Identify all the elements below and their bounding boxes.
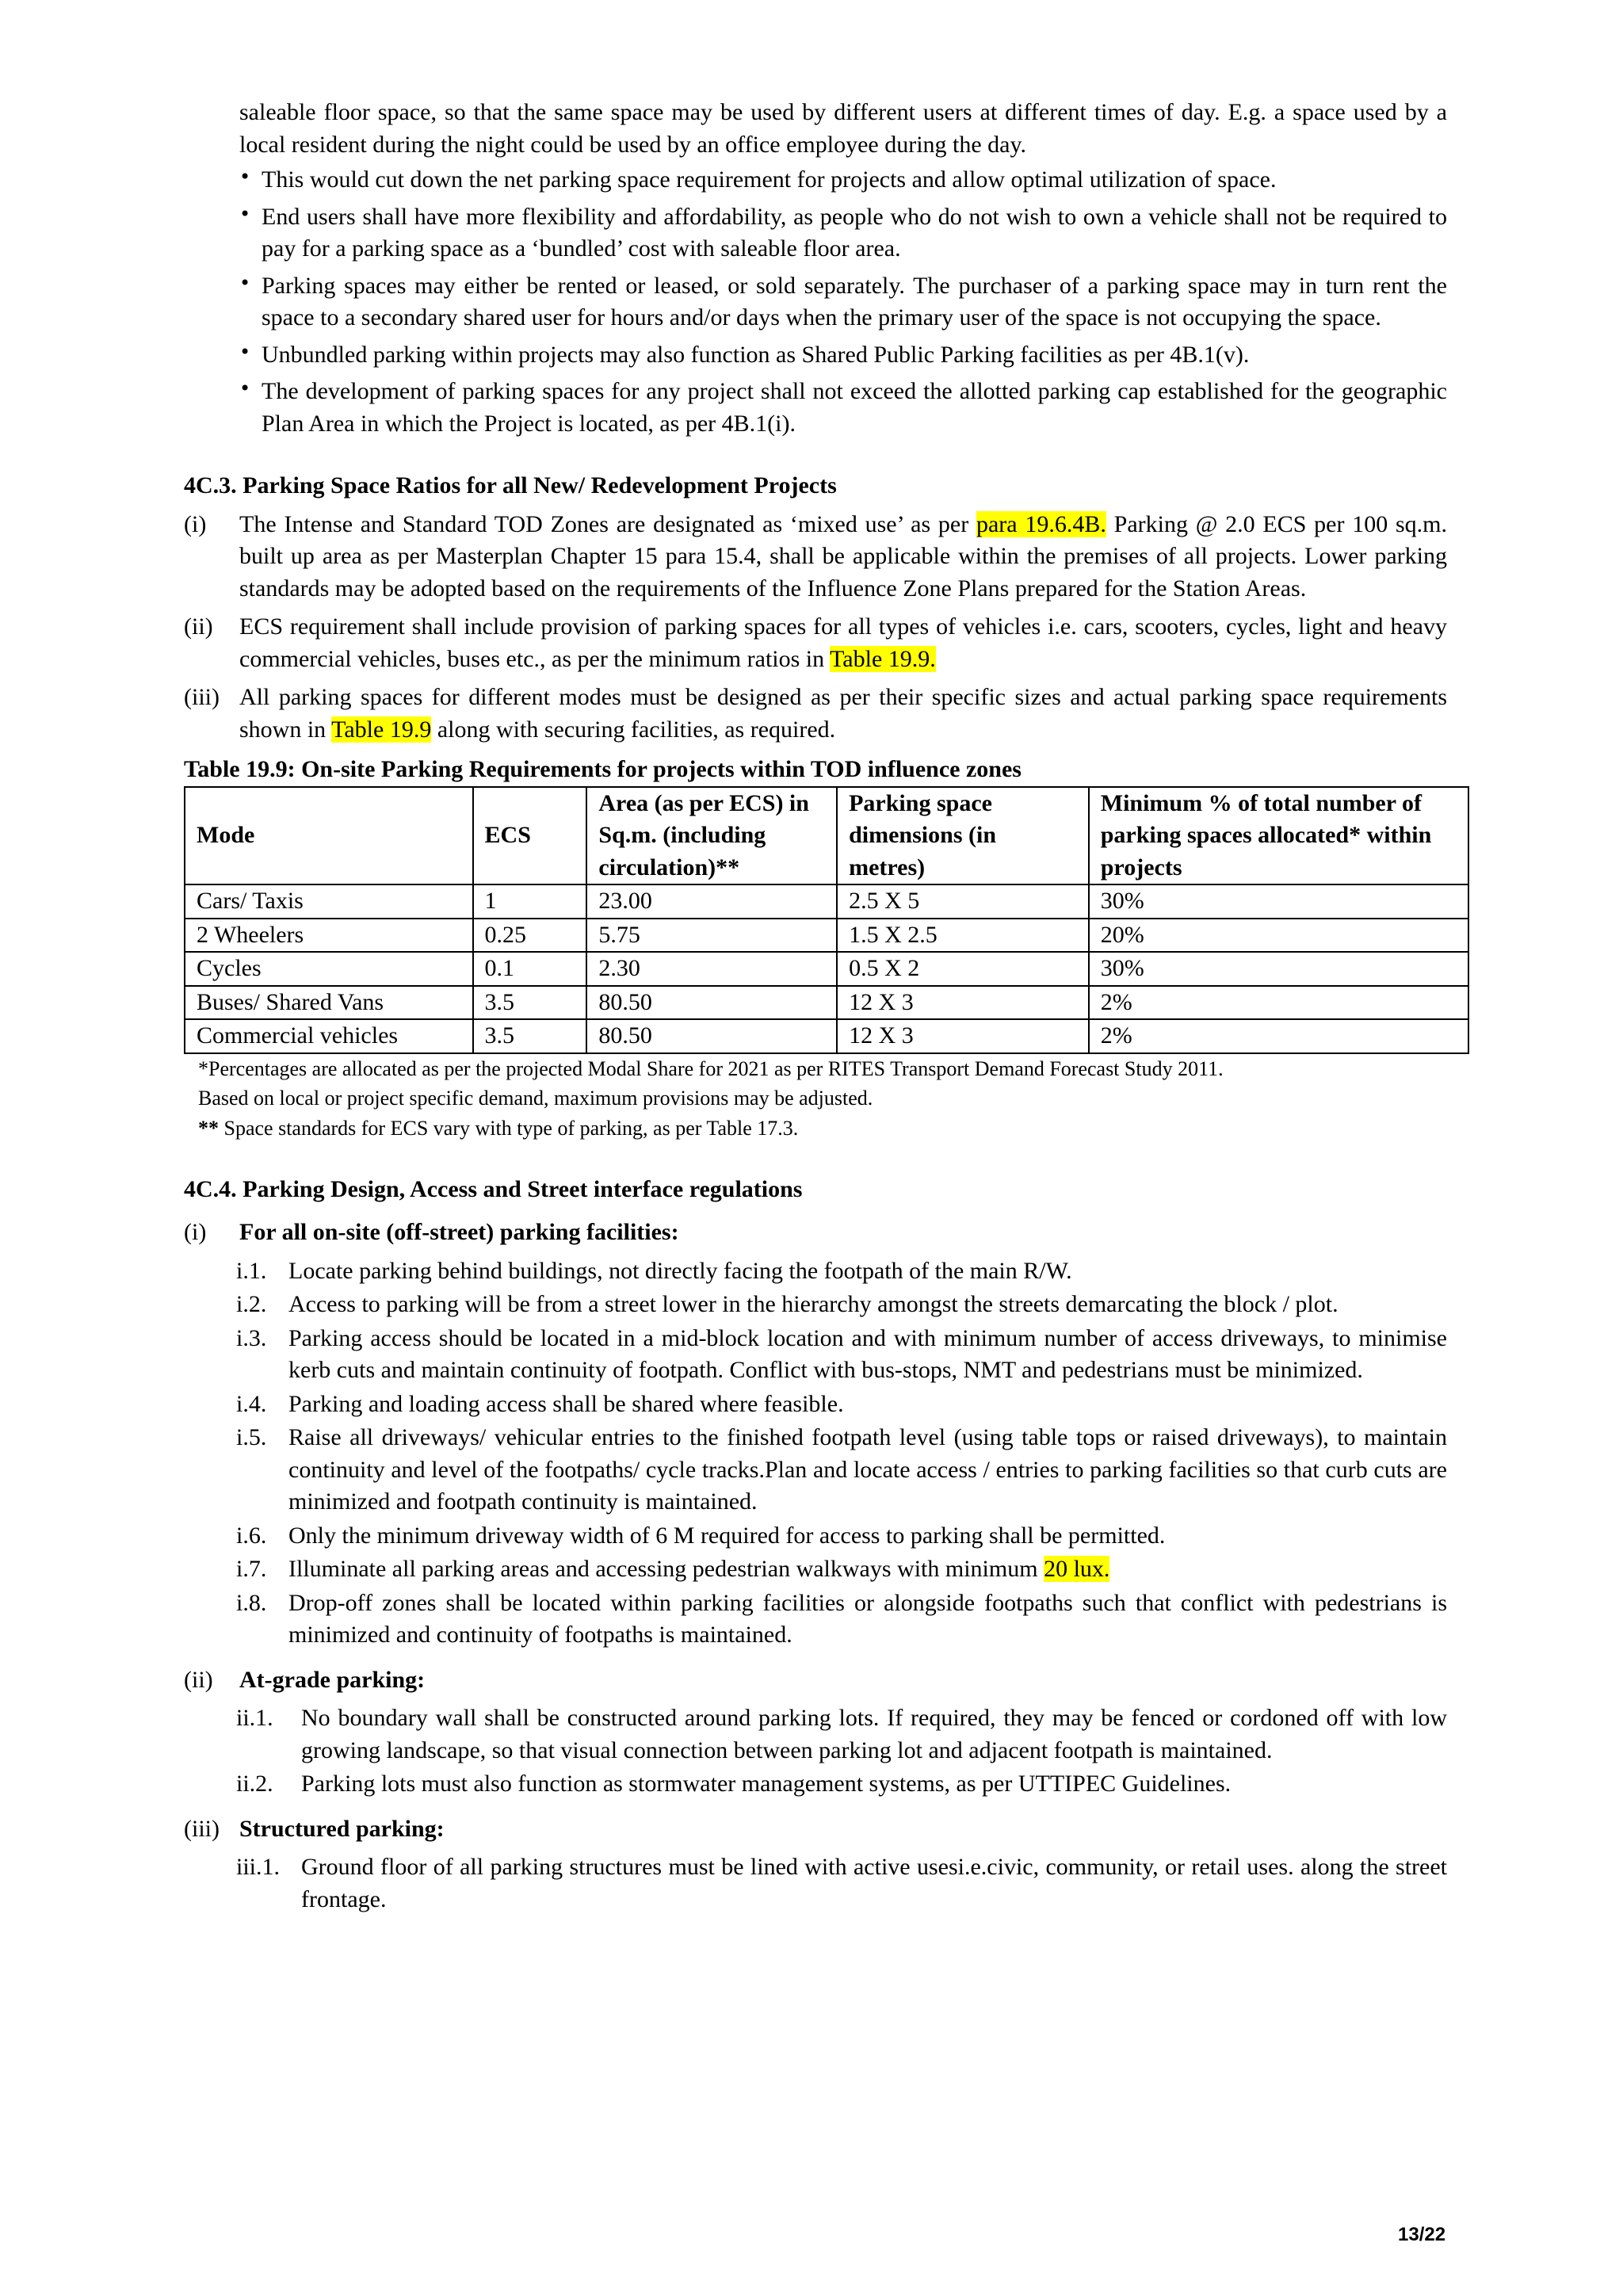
list-item: • This would cut down the net parking space requirement for projects and allow optimal utilization of space. bbox=[239, 166, 1277, 193]
list-item: ii.2. Parking lots must also function as stormwater management systems, as per UTTIPEC Guidelines. bbox=[236, 1771, 1232, 1797]
table-cell: 30% bbox=[1089, 952, 1468, 986]
table-cell: 0.1 bbox=[473, 952, 587, 986]
table-cell: 30% bbox=[1089, 884, 1468, 919]
table-row bbox=[185, 884, 1468, 919]
list-item: • Parking spaces may either be rented or leased, or sold separately. The purchaser of a parking space may in turn rent the space to a secondary shared user for hours and/or days when the primary user of the space is not occupying the space. bbox=[239, 271, 1447, 330]
table-row bbox=[185, 1019, 1468, 1053]
table-cell: 23.00 bbox=[586, 884, 837, 919]
intro-paragraph: saleable floor space, so that the same space may be used by different users at different times of day. E.g. a space used by a local resident during the night could be used by an office employee during the day. bbox=[239, 99, 1447, 158]
table-row bbox=[185, 952, 1468, 986]
table-caption: Table 19.9: On-site Parking Requirements for projects within TOD influence zones bbox=[184, 756, 1022, 782]
subsection-title: For all on-site (off-street) parking facilities: bbox=[239, 1219, 679, 1246]
bullet-icon: • bbox=[239, 377, 251, 399]
list-item: i.7. Illuminate all parking areas and accessing pedestrian walkways with minimum 20 lux. bbox=[236, 1556, 1110, 1583]
table-cell: 3.5 bbox=[473, 986, 587, 1020]
table-cell: 5.75 bbox=[586, 919, 837, 953]
highlighted-reference: Table 19.9 bbox=[331, 716, 432, 743]
bullet-icon: • bbox=[239, 166, 251, 188]
table-cell: 1 bbox=[473, 884, 587, 919]
table-cell: 80.50 bbox=[586, 1019, 837, 1053]
list-item: i.3. Parking access should be located in a mid-block location and with minimum number of access driveways, to minimise kerb cuts and maintain continuity of footpath. Conflict with bus-stops, NMT and pedestrians must be minimized. bbox=[236, 1324, 1447, 1384]
table-header-row bbox=[185, 787, 1468, 885]
table-cell: 2.30 bbox=[586, 952, 837, 986]
table-notes bbox=[184, 1054, 1447, 1144]
table-cell: 12 X 3 bbox=[837, 986, 1089, 1020]
subsection-title: At-grade parking: bbox=[239, 1666, 426, 1693]
table-cell: 2% bbox=[1089, 1019, 1468, 1053]
list-item: • Unbundled parking within projects may also function as Shared Public Parking facilities as per 4B.1(v). bbox=[239, 340, 1250, 368]
table-cell: 0.25 bbox=[473, 919, 587, 953]
bullet-icon: • bbox=[239, 340, 251, 363]
list-item: i.4. Parking and loading access shall be shared where feasible. bbox=[236, 1390, 844, 1417]
table-cell: 2.5 X 5 bbox=[837, 884, 1089, 919]
list-item: ii.1. No boundary wall shall be constructed around parking lots. If required, they may be fenced or cordoned off with low growing landscape, so that visual connection between parking lot and adjacent footpath is maintained. bbox=[236, 1705, 1447, 1763]
table-cell: 3.5 bbox=[473, 1019, 587, 1053]
table-cell: 2 Wheelers bbox=[185, 919, 473, 953]
section-heading-4c3: 4C.3. Parking Space Ratios for all New/ Redevelopment Projects bbox=[184, 472, 837, 499]
table-cell: 80.50 bbox=[586, 986, 837, 1020]
table-note: ** Space standards for ECS vary with type of parking, as per Table 17.3. bbox=[198, 1116, 799, 1140]
subsection-title: Structured parking: bbox=[239, 1815, 445, 1842]
table-row bbox=[185, 986, 1468, 1020]
highlighted-value: 20 lux. bbox=[1044, 1556, 1110, 1583]
item-number: (ii) bbox=[184, 1666, 213, 1693]
table-cell: 0.5 X 2 bbox=[837, 952, 1089, 986]
benefits-bullet-list bbox=[184, 164, 1447, 440]
table-cell: Cars/ Taxis bbox=[185, 884, 473, 919]
list-item: (i) The Intense and Standard TOD Zones are designated as ‘mixed use’ as per para 19.6.4B. Parking @ 2.0 ECS per 100 sq.m. built up area as per Masterplan Chapter 15 para 15.4, shall be applicable within the premises of all projects. Lower parking standards may be adopted based on the requirements of the Influence Zone Plans prepared for the Station Areas. bbox=[184, 509, 1447, 606]
table-row bbox=[185, 919, 1468, 953]
section-heading-4c4: 4C.4. Parking Design, Access and Street interface regulations bbox=[184, 1175, 803, 1202]
page-number: 13/22 bbox=[1398, 2224, 1446, 2245]
table-cell: Buses/ Shared Vans bbox=[185, 986, 473, 1020]
column-header: Minimum % of total number of parking spaces allocated* within projects bbox=[1089, 787, 1468, 885]
column-header: Mode bbox=[185, 787, 473, 885]
item-number: (iii) bbox=[184, 684, 220, 710]
list-item: (iii) All parking spaces for different modes must be designed as per their specific sizes and actual parking space requirements shown in Table 19.9 along with securing facilities, as required. bbox=[184, 682, 1447, 746]
column-header: ECS bbox=[473, 787, 587, 885]
item-number: (ii) bbox=[184, 613, 213, 640]
table-cell: 1.5 X 2.5 bbox=[837, 919, 1089, 953]
subsection-offstreet bbox=[184, 1217, 1447, 1249]
table-cell: 12 X 3 bbox=[837, 1019, 1089, 1053]
bullet-icon: • bbox=[239, 271, 251, 294]
bullet-icon: • bbox=[239, 202, 251, 225]
item-number: (iii) bbox=[184, 1815, 220, 1842]
item-number: (i) bbox=[184, 1219, 207, 1246]
list-item: (ii) ECS requirement shall include provision of parking spaces for all types of vehicles i.e. cars, scooters, cycles, light and heavy commercial vehicles, buses etc., as per the minimum ratios in Table 19.9. bbox=[184, 611, 1447, 675]
highlighted-reference: Table 19.9. bbox=[830, 645, 936, 672]
list-item: i.1. Locate parking behind buildings, not directly facing the footpath of the main R/W. bbox=[236, 1257, 1072, 1284]
list-item: iii.1. Ground floor of all parking structures must be lined with active usesi.e.civic, community, or retail uses. along the street frontage. bbox=[236, 1854, 1447, 1912]
list-item: i.2. Access to parking will be from a street lower in the hierarchy amongst the streets demarcating the block / plot. bbox=[236, 1291, 1338, 1318]
subsection-structured bbox=[184, 1813, 1447, 1846]
list-item: • End users shall have more flexibility and affordability, as people who do not wish to own a vehicle shall not be required to pay for a parking space as a ‘bundled’ cost with saleable floor area. bbox=[239, 202, 1447, 262]
highlighted-reference: para 19.6.4B. bbox=[976, 510, 1106, 537]
column-header: Parking space dimensions (in metres) bbox=[837, 787, 1089, 885]
page-content bbox=[184, 97, 1447, 1917]
column-header: Area (as per ECS) in Sq.m. (including circulation)** bbox=[586, 787, 837, 885]
table-cell: 2% bbox=[1089, 986, 1468, 1020]
table-note: Based on local or project specific demand, maximum provisions may be adjusted. bbox=[198, 1087, 873, 1110]
subsection-at-grade bbox=[184, 1664, 1447, 1697]
parking-requirements-table bbox=[184, 786, 1469, 1054]
table-cell: Commercial vehicles bbox=[185, 1019, 473, 1053]
table-cell: 20% bbox=[1089, 919, 1468, 953]
list-item: • The development of parking spaces for any project shall not exceed the allotted parking cap established for the geographic Plan Area in which the Project is located, as per 4B.1(i). bbox=[239, 377, 1447, 437]
table-cell: Cycles bbox=[185, 952, 473, 986]
table-note: *Percentages are allocated as per the projected Modal Share for 2021 as per RITES Transport Demand Forecast Study 2011. bbox=[198, 1056, 1224, 1080]
list-item: i.5. Raise all driveways/ vehicular entries to the finished footpath level (using table tops or raised driveways), to maintain continuity and level of the footpaths/ cycle tracks.Plan and locate access / entries to parking facilities so that curb cuts are minimized and footpath continuity is maintained. bbox=[236, 1424, 1447, 1515]
list-item: i.6. Only the minimum driveway width of 6 M required for access to parking shall be permitted. bbox=[236, 1522, 1166, 1549]
list-item: i.8. Drop-off zones shall be located within parking facilities or alongside footpaths such that conflict with pedestrians is minimized and continuity of footpaths is maintained. bbox=[236, 1589, 1447, 1648]
item-number: (i) bbox=[184, 510, 207, 537]
